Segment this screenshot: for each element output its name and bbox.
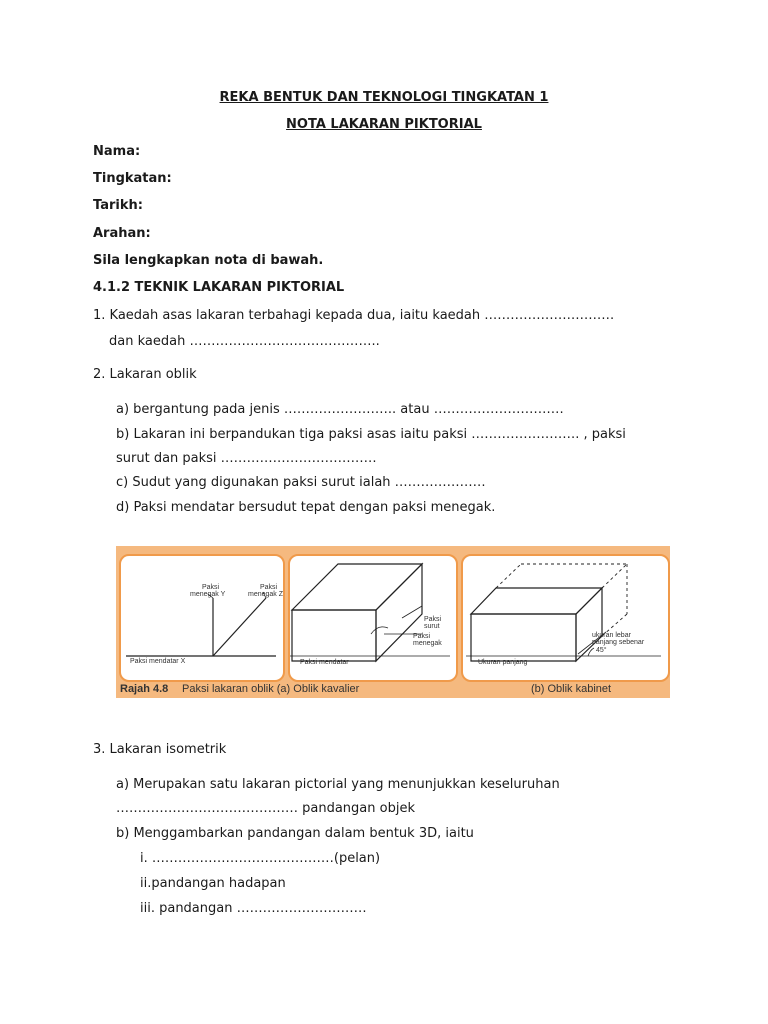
label-paksi-mendatar: Paksi mendatar (300, 659, 349, 666)
label-paksi-x: Paksi mendatar X (130, 658, 186, 665)
q2-item-c: c) Sudut yang digunakan paksi surut ialah ………………… (116, 475, 486, 490)
label-paksi-y-2: menegak Y (190, 591, 226, 598)
field-arahan: Arahan: (93, 226, 151, 241)
label-paksi-z-2: menegak Z (248, 591, 284, 598)
q2-item-d: d) Paksi mendatar bersudut tepat dengan paksi menegak. (116, 500, 496, 515)
figure-caption-label: Rajah 4.8 (120, 683, 169, 695)
oblique-axes-figure (116, 546, 670, 698)
q2-heading: 2. Lakaran oblik (93, 367, 197, 382)
q3-heading: 3. Lakaran isometrik (93, 742, 227, 757)
q3-item-b-ii: ii.pandangan hadapan (140, 876, 286, 891)
label-paksi-menegak-2: menegak (413, 640, 442, 647)
label-paksi-surut-2: surut (424, 623, 440, 630)
field-tingkatan: Tingkatan: (93, 171, 172, 186)
label-paksi-y-1: Paksi (202, 584, 220, 591)
field-nama: Nama: (93, 144, 141, 159)
axis-z-line (213, 598, 266, 656)
cabinet-box-top (471, 588, 602, 614)
label-ukuran-panjang: Ukuran panjang (478, 659, 528, 666)
label-angle: 45° (596, 647, 607, 654)
cavalier-box-top (292, 564, 422, 610)
page-subtitle: NOTA LAKARAN PIKTORIAL (286, 117, 482, 132)
figure-caption-b: (b) Oblik kabinet (531, 683, 612, 695)
q1-line2: dan kaedah …………………………………….. (109, 334, 380, 349)
figure-caption-text: Paksi lakaran oblik (a) Oblik kavalier (182, 683, 360, 695)
label-ukuran-lebar-2: panjang sebenar (592, 639, 645, 646)
q3-item-b-i: i. ……………………………………(pelan) (140, 851, 381, 866)
section-heading: 4.1.2 TEKNIK LAKARAN PIKTORIAL (93, 280, 345, 295)
cavalier-box-front (292, 610, 376, 661)
q2-item-a: a) bergantung pada jenis …………………….. atau ………………………… (116, 402, 564, 417)
label-paksi-menegak-1: Paksi (413, 633, 431, 640)
instruction: Sila lengkapkan nota di bawah. (93, 253, 324, 268)
q3-item-a-line1: a) Merupakan satu lakaran pictorial yang menunjukkan keseluruhan (116, 777, 560, 792)
cabinet-box-front (471, 614, 576, 661)
q1-line1: 1. Kaedah asas lakaran terbahagi kepada dua, iaitu kaedah ………………………… (93, 308, 615, 323)
q2-item-b-line2: surut dan paksi ……………………………… (116, 451, 377, 466)
q2-item-b-line1: b) Lakaran ini berpandukan tiga paksi asas iaitu paksi ……………………. , paksi (116, 427, 626, 442)
q3-item-a-line2: …………………………………… pandangan objek (116, 801, 415, 816)
q3-item-b: b) Menggambarkan pandangan dalam bentuk 3D, iaitu (116, 826, 474, 841)
label-paksi-surut-1: Paksi (424, 616, 442, 623)
page-title: REKA BENTUK DAN TEKNOLOGI TINGKATAN 1 (219, 90, 549, 105)
figure-drawing (116, 546, 670, 698)
label-paksi-z-1: Paksi (260, 584, 278, 591)
field-tarikh: Tarikh: (93, 198, 143, 213)
q3-item-b-iii: iii. pandangan ………………………… (140, 901, 367, 916)
label-ukuran-lebar-1: ukuran lebar (592, 632, 631, 639)
